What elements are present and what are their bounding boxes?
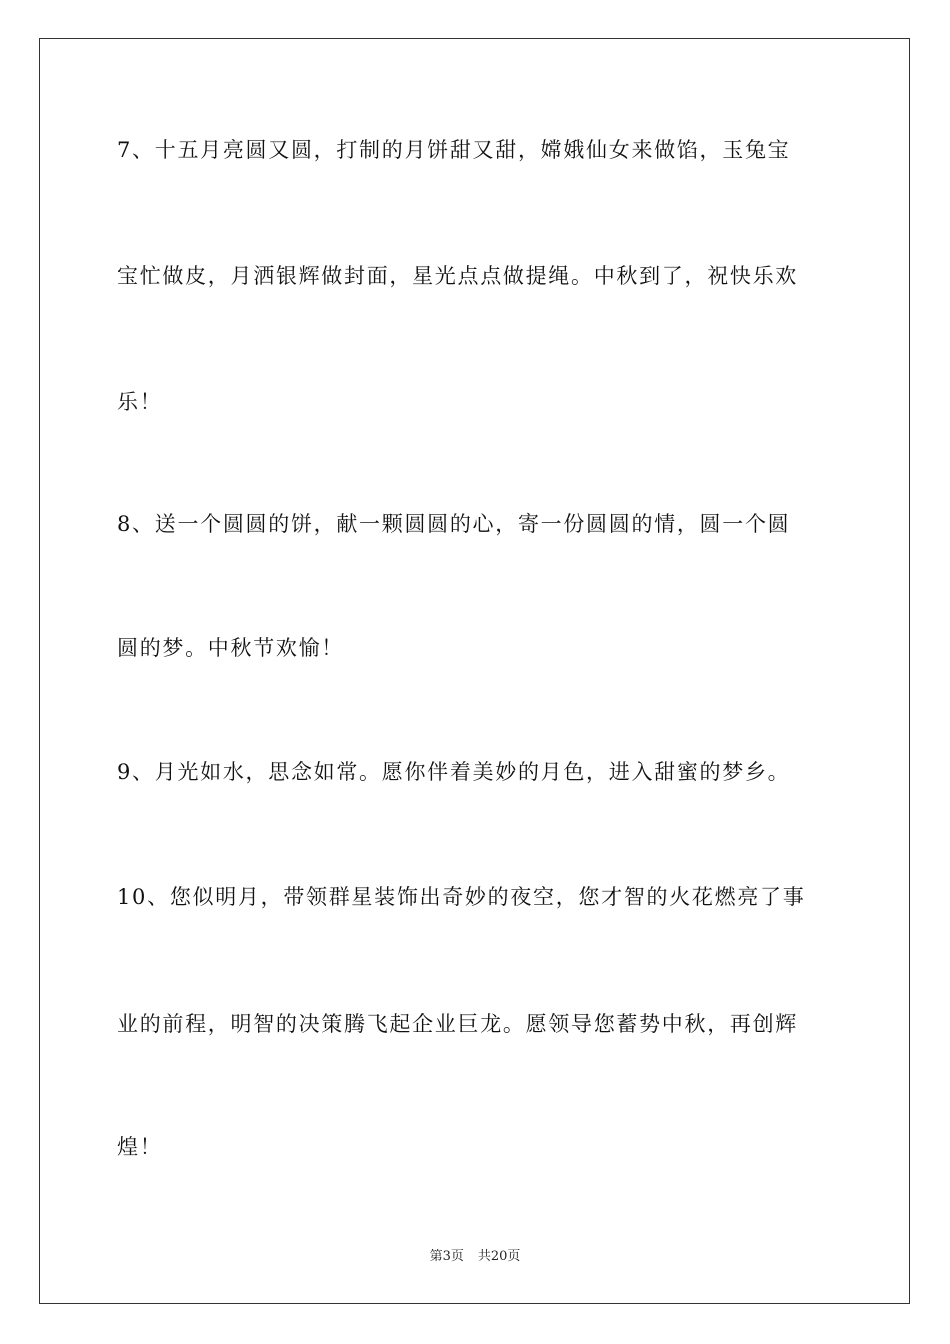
text-line: 宝忙做皮，月洒银辉做封面，星光点点做提绳。中秋到了，祝快乐欢 — [117, 264, 798, 288]
page-footer — [0, 1248, 950, 1266]
page-total: 共20页 — [477, 1249, 521, 1264]
text-line: 9、月光如水，思念如常。愿你伴着美妙的月色，进入甜蜜的梦乡。 — [117, 760, 791, 784]
text-line: 业的前程，明智的决策腾飞起企业巨龙。愿领导您蓄势中秋，再创辉 — [117, 1012, 798, 1036]
text-line: 8、送一个圆圆的饼，献一颗圆圆的心，寄一份圆圆的情，圆一个圆 — [117, 512, 791, 536]
text-line: 乐！ — [117, 390, 163, 414]
text-line: 7、十五月亮圆又圆，打制的月饼甜又甜，嫦娥仙女来做馅，玉兔宝 — [117, 138, 791, 162]
text-line: 煌！ — [117, 1135, 163, 1159]
text-line: 圆的梦。中秋节欢愉！ — [117, 636, 344, 660]
text-line: 10、您似明月，带领群星装饰出奇妙的夜空，您才智的火花燃亮了事 — [117, 885, 806, 909]
page-border — [39, 38, 910, 1304]
page-number: 第3页 — [429, 1249, 464, 1264]
